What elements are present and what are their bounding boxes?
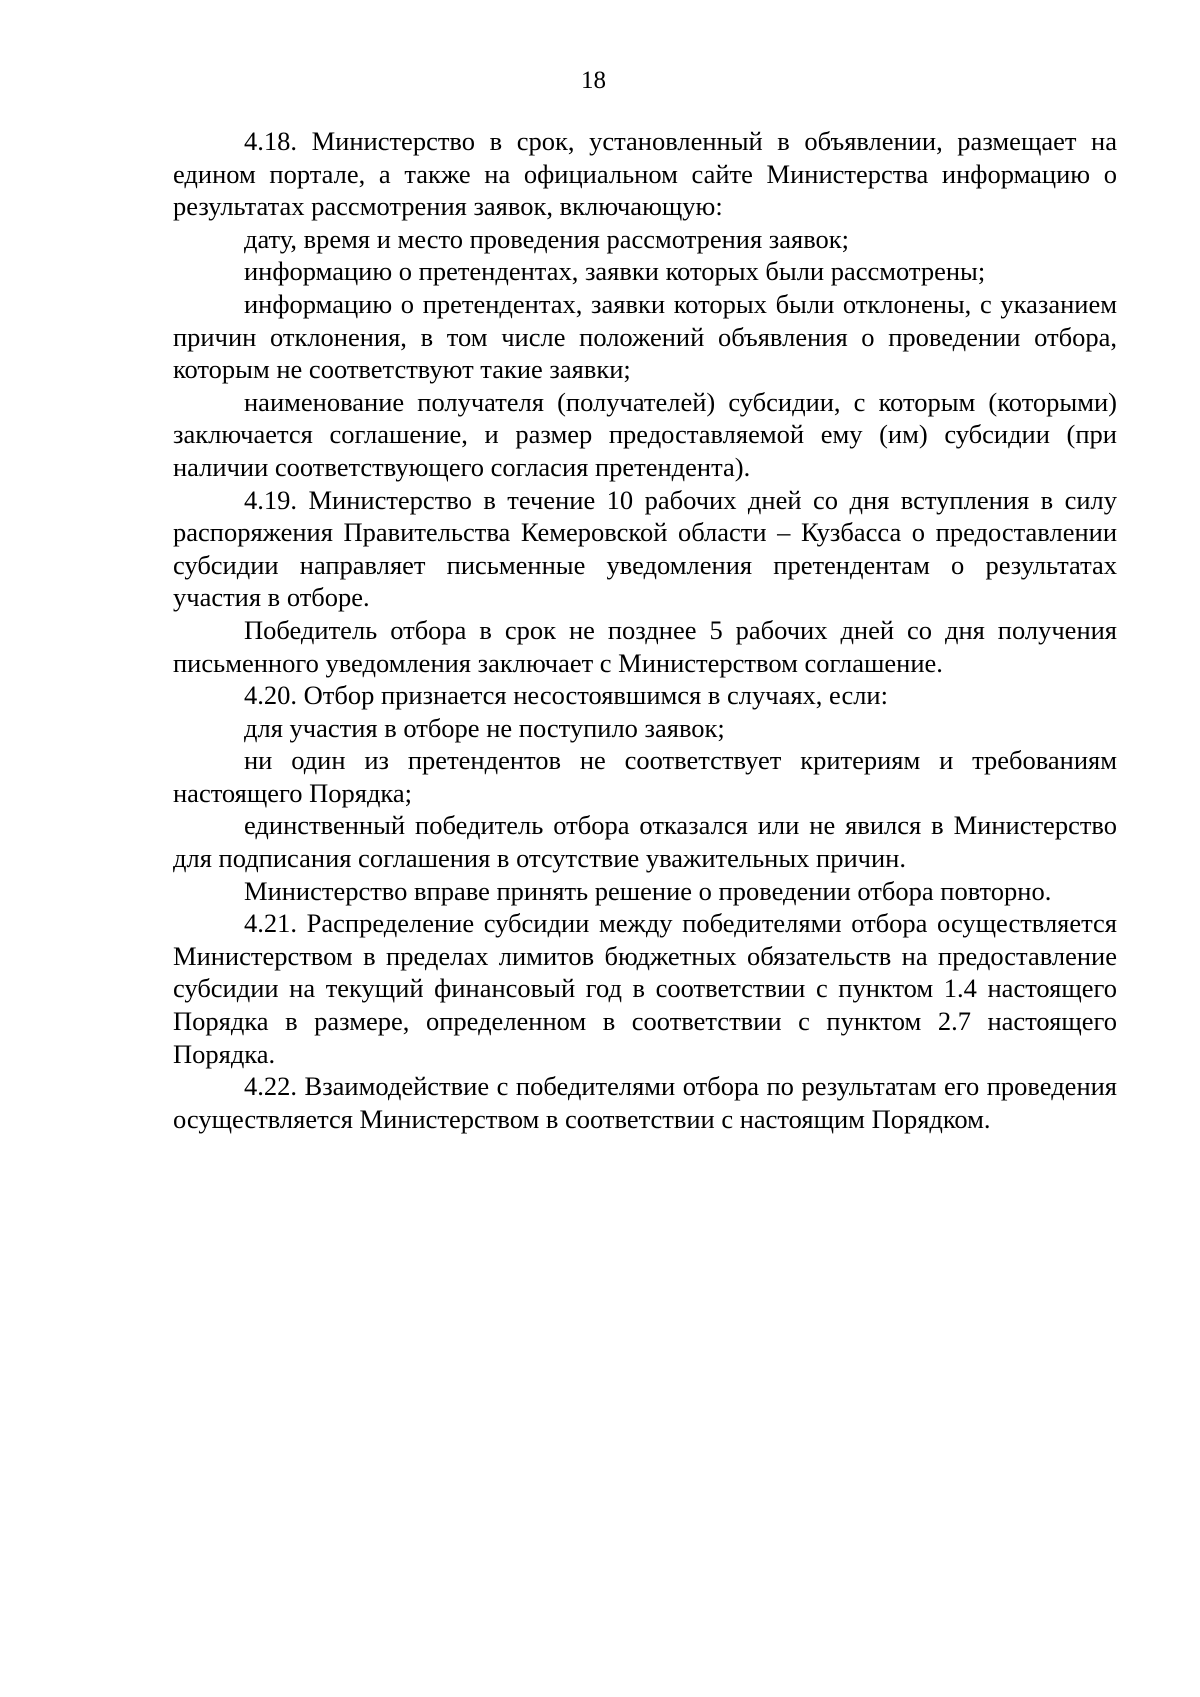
list-item-date-time-place: дату, время и место проведения рассмотрения заявок; — [244, 223, 850, 254]
paragraph-4-22: 4.22. Взаимодействие с победителями отбора по результатам его проведения осуществляется Министерством в соответствии с настоящим Порядком. — [173, 1071, 1117, 1134]
page-number: 18 — [581, 67, 606, 94]
paragraph-4-21: 4.21. Распределение субсидии между победителями отбора осуществляется Министерством в пределах лимитов бюджетных обязательств на предоставление субсидии на текущий финансовый год в соответствии с пунктом 1.4 настоящего Порядка в размере, определенном в соответствии с пунктом 2.7 настоящего Порядка. — [173, 908, 1117, 1069]
paragraph-4-20: 4.20. Отбор признается несостоявшимся в случаях, если: — [244, 680, 888, 711]
list-item-no-compliance: ни один из претендентов не соответствует критериям и требованиям настоящего Порядка; — [173, 745, 1117, 808]
list-item-recipient-name: наименование получателя (получателей) субсидии, с которым (которыми) заключается соглашение, и размер предоставляемой ему (им) субсидии (при наличии соответствующего согласия претендента). — [173, 386, 1117, 482]
paragraph-4-19: 4.19. Министерство в течение 10 рабочих дней со дня вступления в силу распоряжения Правительства Кемеровской области – Кузбасса о предоставлении субсидии направляет письменные уведомления претендентам о результатах участия в отборе. — [173, 484, 1117, 613]
paragraph-repeat-selection: Министерство вправе принять решение о проведении отбора повторно. — [244, 875, 1052, 906]
paragraph-4-18: 4.18. Министерство в срок, установленный в объявлении, размещает на едином портале, а также на официальном сайте Министерства информацию о результатах рассмотрения заявок, включающую: — [173, 126, 1117, 222]
list-item-single-winner-refused: единственный победитель отбора отказался или не явился в Министерство для подписания соглашения в отсутствие уважительных причин. — [173, 810, 1117, 874]
list-item-reviewed-applicants: информацию о претендентах, заявки которых были рассмотрены; — [244, 256, 986, 287]
document-body — [173, 125, 1117, 1135]
list-item-no-applications: для участия в отборе не поступило заявок; — [244, 712, 725, 743]
paragraph-winner-agreement: Победитель отбора в срок не позднее 5 рабочих дней со дня получения письменного уведомления заключает с Министерством соглашение. — [173, 614, 1117, 678]
list-item-rejected-applicants: информацию о претендентах, заявки которых были отклонены, с указанием причин отклонения, в том числе положений объявления о проведении отбора, которым не соответствуют такие заявки; — [173, 288, 1117, 385]
